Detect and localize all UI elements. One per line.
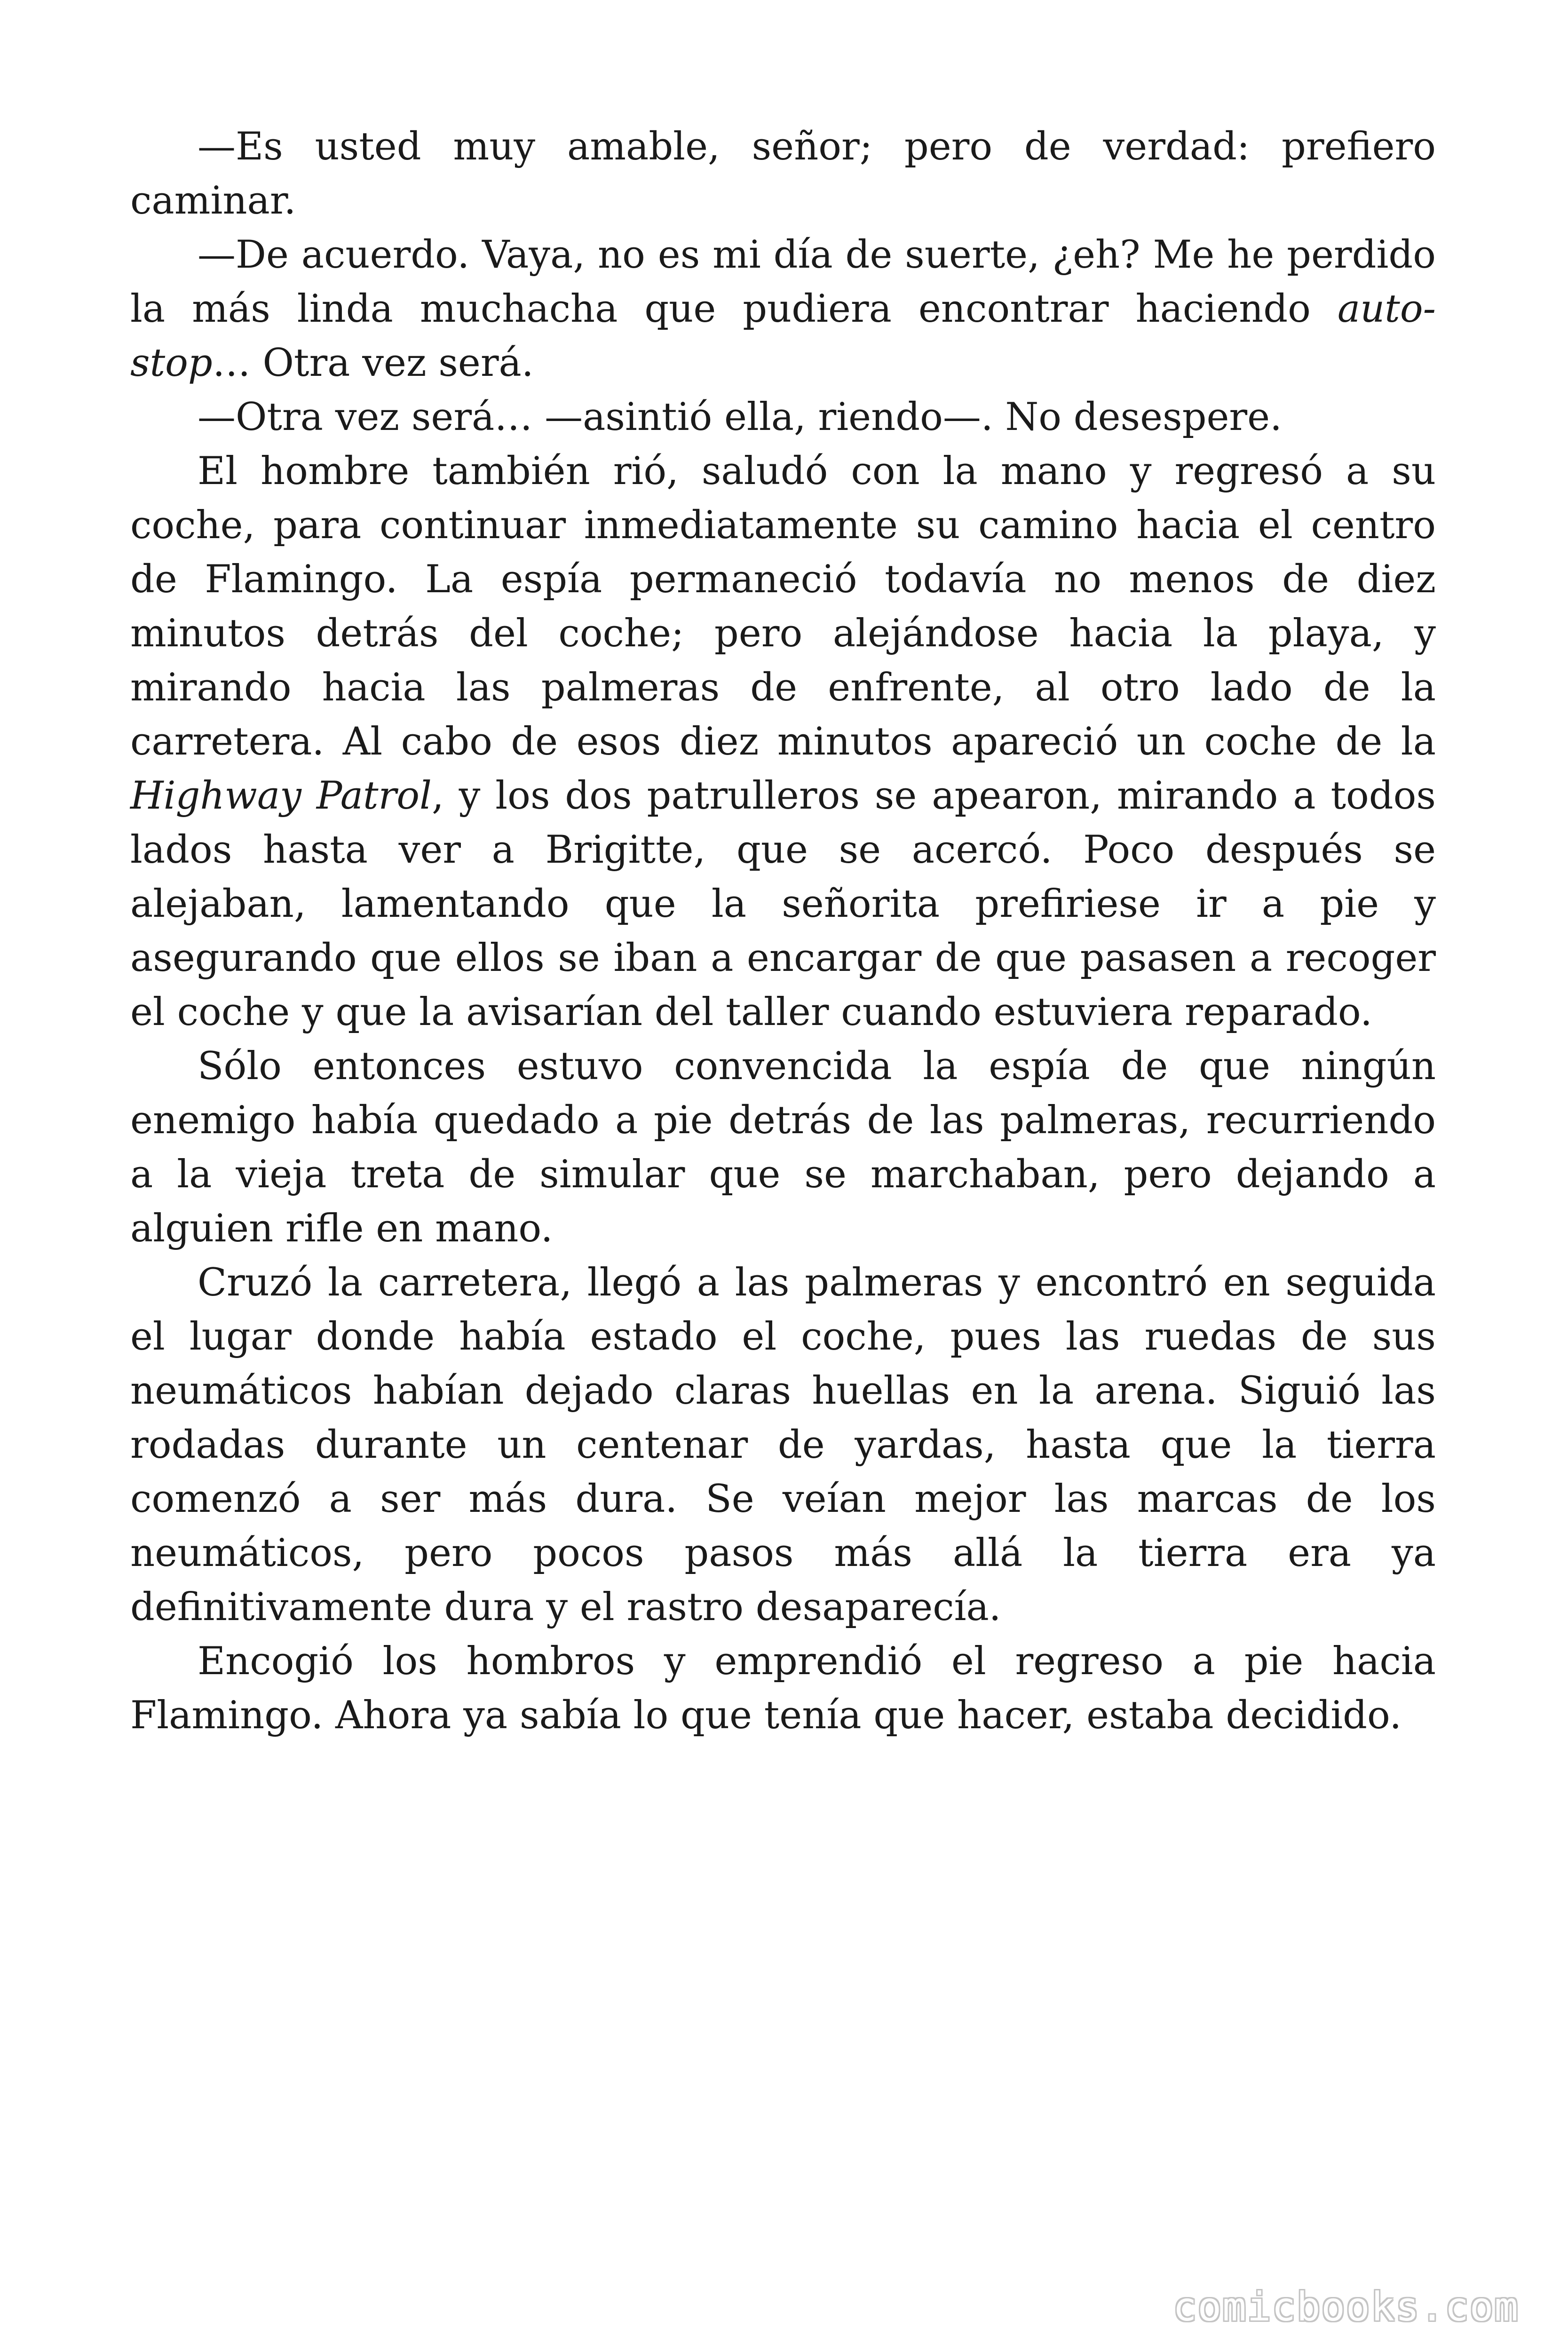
- paragraph-5: [130, 1040, 1436, 1256]
- paragraph-4-text-a: El hombre también rió, saludó con la mano y regresó a su coche, para continuar inmediatamente su camino hacia el centro de Flamingo. La espía permaneció todavía no menos de diez minutos detrás del coche; pero alejándose hacia la playa, y mirando hacia las palmeras de enfrente, al otro lado de la carretera. Al cabo de esos diez minutos apareció un coche de la: [130, 449, 1436, 764]
- paragraph-3: [130, 390, 1436, 445]
- paragraph-4-text-b: , y los dos patrulleros se apearon, mirando a todos lados hasta ver a Brigitte, que se acercó. Poco después se alejaban, lamentando que la señorita prefiriese ir a pie y asegurando que ellos se iban a encargar de que pasasen a recoger el coche y que la avisarían del taller cuando estuviera reparado.: [130, 774, 1436, 1034]
- paragraph-3-text: —Otra vez será… —asintió ella, riendo—. No desespere.: [198, 395, 1282, 439]
- paragraph-1-text: —Es usted muy amable, señor; pero de verdad: prefiero caminar.: [130, 125, 1436, 223]
- paragraph-4-italic-term: Highway Patrol: [130, 774, 432, 818]
- paragraph-7: [130, 1635, 1436, 1743]
- paragraph-6-text: Cruzó la carretera, llegó a las palmeras y encontró en seguida el lugar donde había estado el coche, pues las ruedas de sus neumáticos habían dejado claras huellas en la arena. Siguió las rodadas durante un centenar de yardas, hasta que la tierra comenzó a ser más dura. Se veían mejor las marcas de los neumáticos, pero pocos pasos más allá la tierra era ya definitivamente dura y el rastro desaparecía.: [130, 1261, 1436, 1629]
- page-body-text: [130, 120, 1436, 1743]
- paragraph-4: [130, 445, 1436, 1040]
- paragraph-2-italic-term: auto-stop: [130, 287, 1436, 385]
- paragraph-6: [130, 1256, 1436, 1635]
- paragraph-2: [130, 228, 1436, 390]
- paragraph-7-text: Encogió los hombros y emprendió el regreso a pie hacia Flamingo. Ahora ya sabía lo que tenía que hacer, estaba decidido.: [130, 1639, 1436, 1738]
- paragraph-1: [130, 120, 1436, 228]
- paragraph-2-text-a: —De acuerdo. Vaya, no es mi día de suerte, ¿eh? Me he perdido la más linda muchacha que pudiera encontrar haciendo: [130, 233, 1436, 331]
- paragraph-2-text-b: … Otra vez será.: [212, 341, 534, 385]
- watermark-text: comicbooks.com: [1172, 2284, 1519, 2330]
- paragraph-5-text: Sólo entonces estuvo convencida la espía de que ningún enemigo había quedado a pie detrás de las palmeras, recurriendo a la vieja treta de simular que se marchaban, pero dejando a alguien rifle en mano.: [130, 1044, 1436, 1251]
